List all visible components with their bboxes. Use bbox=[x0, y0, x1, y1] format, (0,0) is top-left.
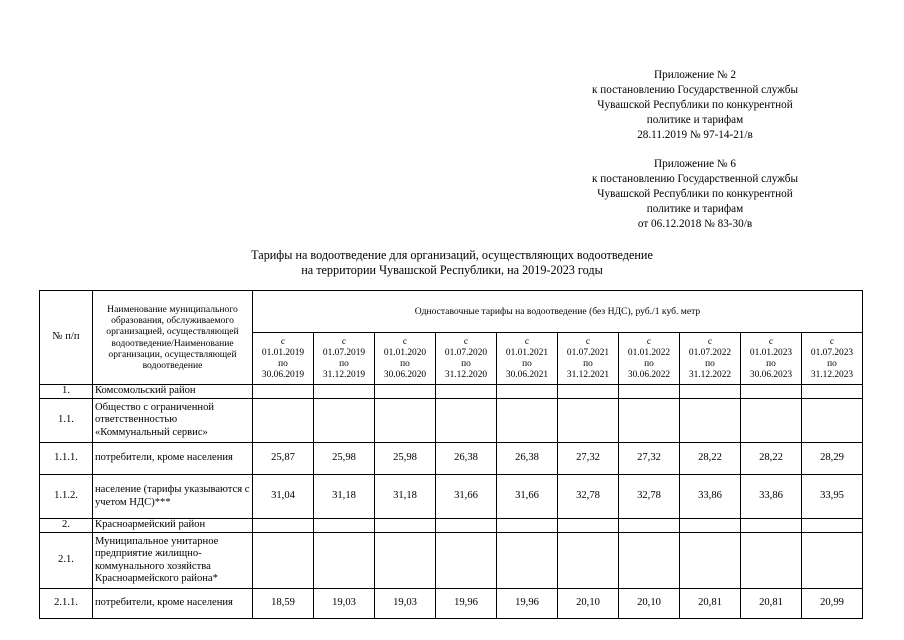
tariff-value bbox=[558, 519, 619, 533]
period-from: 01.01.2021 bbox=[505, 347, 549, 358]
tariff-value bbox=[619, 399, 680, 443]
appendix-2-line: к постановлению Государственной службы bbox=[592, 84, 798, 96]
appendix-6-line: Приложение № 6 bbox=[654, 158, 736, 170]
period-to: 31.12.2022 bbox=[688, 369, 732, 380]
period-from: 01.07.2020 bbox=[444, 347, 488, 358]
tariff-value: 28,29 bbox=[802, 443, 863, 475]
tariff-value: 20,81 bbox=[680, 589, 741, 619]
tariff-value: 19,03 bbox=[375, 589, 436, 619]
tariff-value: 31,18 bbox=[314, 475, 375, 519]
tariff-value bbox=[802, 399, 863, 443]
col-num-header: № п/п bbox=[40, 291, 93, 385]
appendix-2-block bbox=[565, 68, 825, 143]
row-number: 1. bbox=[40, 385, 93, 399]
tariff-value bbox=[436, 533, 497, 589]
appendix-2-line: политике и тарифам bbox=[646, 114, 744, 126]
period-po: по bbox=[400, 358, 410, 369]
appendix-6-line: политике и тарифам bbox=[646, 203, 744, 215]
tariff-value bbox=[253, 399, 314, 443]
tariff-value bbox=[253, 385, 314, 399]
tariff-value: 31,66 bbox=[497, 475, 558, 519]
period-po: по bbox=[461, 358, 471, 369]
period-from: 01.01.2022 bbox=[627, 347, 671, 358]
period-header bbox=[314, 333, 375, 385]
tariff-value bbox=[436, 519, 497, 533]
period-to: 30.06.2019 bbox=[261, 369, 305, 380]
document-title bbox=[0, 248, 904, 278]
tariff-value bbox=[497, 399, 558, 443]
period-po: по bbox=[339, 358, 349, 369]
period-from: 01.01.2019 bbox=[261, 347, 305, 358]
tariff-value: 20,81 bbox=[741, 589, 802, 619]
tariff-value: 25,98 bbox=[375, 443, 436, 475]
tariff-value bbox=[741, 533, 802, 589]
district-name: Красноармейский район bbox=[93, 519, 253, 533]
appendix-6-line: от 06.12.2018 № 83-30/в bbox=[637, 218, 753, 230]
tariff-value: 31,04 bbox=[253, 475, 314, 519]
tariff-value: 18,59 bbox=[253, 589, 314, 619]
period-from: 01.07.2022 bbox=[688, 347, 732, 358]
period-header bbox=[741, 333, 802, 385]
tariff-group-header: Одноставочные тарифы на водоотведение (без НДС), руб./1 куб. метр bbox=[253, 291, 863, 333]
tariff-value bbox=[314, 399, 375, 443]
period-to: 31.12.2023 bbox=[810, 369, 854, 380]
appendix-2-line: Чувашской Республики по конкурентной bbox=[597, 99, 793, 111]
district-name: Комсомольский район bbox=[93, 385, 253, 399]
row-name: население (тарифы указываются с учетом НДС)*** bbox=[93, 475, 253, 519]
period-po: по bbox=[278, 358, 288, 369]
tariff-value: 28,22 bbox=[741, 443, 802, 475]
period-c: с bbox=[341, 336, 347, 347]
period-c: с bbox=[463, 336, 469, 347]
period-to: 31.12.2021 bbox=[566, 369, 610, 380]
appendix-6-line: Чувашской Республики по конкурентной bbox=[597, 188, 793, 200]
period-header bbox=[680, 333, 741, 385]
period-c: с bbox=[402, 336, 408, 347]
tariff-value: 27,32 bbox=[619, 443, 680, 475]
period-header bbox=[802, 333, 863, 385]
tariff-value: 33,95 bbox=[802, 475, 863, 519]
tariff-row bbox=[40, 589, 863, 619]
tariff-value bbox=[436, 399, 497, 443]
tariff-value: 31,66 bbox=[436, 475, 497, 519]
period-c: с bbox=[707, 336, 713, 347]
appendix-6-block bbox=[565, 157, 825, 232]
period-po: по bbox=[644, 358, 654, 369]
tariff-value bbox=[497, 519, 558, 533]
period-c: с bbox=[646, 336, 652, 347]
tariff-value: 26,38 bbox=[497, 443, 558, 475]
period-to: 30.06.2023 bbox=[749, 369, 793, 380]
appendix-6-line: к постановлению Государственной службы bbox=[592, 173, 798, 185]
tariff-value bbox=[802, 385, 863, 399]
tariff-value bbox=[558, 533, 619, 589]
period-c: с bbox=[585, 336, 591, 347]
tariff-value: 25,87 bbox=[253, 443, 314, 475]
row-number: 1.1.1. bbox=[40, 443, 93, 475]
row-number: 1.1.2. bbox=[40, 475, 93, 519]
title-line-1: Тарифы на водоотведение для организаций, осуществляющих водоотведение bbox=[251, 248, 653, 262]
period-header bbox=[497, 333, 558, 385]
title-line-2: на территории Чувашской Республики, на 2019-2023 годы bbox=[301, 263, 603, 277]
period-header bbox=[436, 333, 497, 385]
tariff-value bbox=[741, 399, 802, 443]
row-number: 2.1. bbox=[40, 533, 93, 589]
tariff-value bbox=[314, 519, 375, 533]
tariff-value bbox=[497, 533, 558, 589]
period-po: по bbox=[583, 358, 593, 369]
tariff-table bbox=[39, 290, 863, 619]
tariff-value bbox=[558, 399, 619, 443]
period-po: по bbox=[827, 358, 837, 369]
tariff-value bbox=[253, 533, 314, 589]
tariff-value: 28,22 bbox=[680, 443, 741, 475]
period-to: 31.12.2020 bbox=[444, 369, 488, 380]
period-c: с bbox=[280, 336, 286, 347]
tariff-value: 19,96 bbox=[436, 589, 497, 619]
row-number: 2. bbox=[40, 519, 93, 533]
tariff-value: 19,96 bbox=[497, 589, 558, 619]
tariff-value bbox=[314, 533, 375, 589]
tariff-value bbox=[375, 385, 436, 399]
period-header bbox=[619, 333, 680, 385]
organization-row bbox=[40, 399, 863, 443]
period-c: с bbox=[524, 336, 530, 347]
tariff-value bbox=[375, 519, 436, 533]
period-po: по bbox=[766, 358, 776, 369]
period-c: с bbox=[829, 336, 835, 347]
period-from: 01.07.2019 bbox=[322, 347, 366, 358]
period-header bbox=[253, 333, 314, 385]
period-po: по bbox=[522, 358, 532, 369]
tariff-value: 33,86 bbox=[741, 475, 802, 519]
row-name: потребители, кроме населения bbox=[93, 589, 253, 619]
row-number: 2.1.1. bbox=[40, 589, 93, 619]
row-name: потребители, кроме населения bbox=[93, 443, 253, 475]
organization-row bbox=[40, 533, 863, 589]
appendix-2-line: 28.11.2019 № 97-14-21/в bbox=[637, 129, 753, 141]
tariff-value bbox=[680, 385, 741, 399]
tariff-value bbox=[436, 385, 497, 399]
tariff-value bbox=[375, 399, 436, 443]
tariff-value bbox=[802, 519, 863, 533]
row-name: Муниципальное унитарное предприятие жилищно-коммунального хозяйства Красноармейского района* bbox=[93, 533, 253, 589]
tariff-value: 26,38 bbox=[436, 443, 497, 475]
tariff-value bbox=[680, 399, 741, 443]
tariff-row bbox=[40, 443, 863, 475]
period-to: 31.12.2019 bbox=[322, 369, 366, 380]
tariff-value bbox=[314, 385, 375, 399]
tariff-value bbox=[741, 385, 802, 399]
tariff-value: 33,86 bbox=[680, 475, 741, 519]
section-row bbox=[40, 385, 863, 399]
tariff-value bbox=[619, 533, 680, 589]
period-header bbox=[558, 333, 619, 385]
tariff-value bbox=[558, 385, 619, 399]
section-row bbox=[40, 519, 863, 533]
tariff-value bbox=[802, 533, 863, 589]
period-header bbox=[375, 333, 436, 385]
tariff-value bbox=[497, 385, 558, 399]
period-to: 30.06.2020 bbox=[383, 369, 427, 380]
tariff-value: 27,32 bbox=[558, 443, 619, 475]
tariff-value bbox=[253, 519, 314, 533]
row-name: Общество с ограниченной ответственностью «Коммунальный сервис» bbox=[93, 399, 253, 443]
tariff-value: 20,99 bbox=[802, 589, 863, 619]
row-number: 1.1. bbox=[40, 399, 93, 443]
tariff-value: 32,78 bbox=[619, 475, 680, 519]
tariff-value: 25,98 bbox=[314, 443, 375, 475]
period-to: 30.06.2021 bbox=[505, 369, 549, 380]
tariff-value bbox=[375, 533, 436, 589]
tariff-value bbox=[680, 519, 741, 533]
tariff-value: 20,10 bbox=[619, 589, 680, 619]
period-from: 01.07.2021 bbox=[566, 347, 610, 358]
tariff-value: 32,78 bbox=[558, 475, 619, 519]
period-c: с bbox=[768, 336, 774, 347]
period-to: 30.06.2022 bbox=[627, 369, 671, 380]
tariff-value bbox=[741, 519, 802, 533]
period-from: 01.07.2023 bbox=[810, 347, 854, 358]
period-po: по bbox=[705, 358, 715, 369]
appendix-2-line: Приложение № 2 bbox=[654, 69, 736, 81]
period-from: 01.01.2020 bbox=[383, 347, 427, 358]
tariff-value bbox=[680, 533, 741, 589]
tariff-value bbox=[619, 385, 680, 399]
tariff-value: 31,18 bbox=[375, 475, 436, 519]
col-name-header: Наименование муниципального образования, обслуживаемого организацией, осуществляющей водоотведение/Наименование организации, осуществляющей водоотведение bbox=[93, 291, 253, 385]
period-from: 01.01.2023 bbox=[749, 347, 793, 358]
tariff-value: 19,03 bbox=[314, 589, 375, 619]
tariff-value bbox=[619, 519, 680, 533]
tariff-value: 20,10 bbox=[558, 589, 619, 619]
tariff-row bbox=[40, 475, 863, 519]
